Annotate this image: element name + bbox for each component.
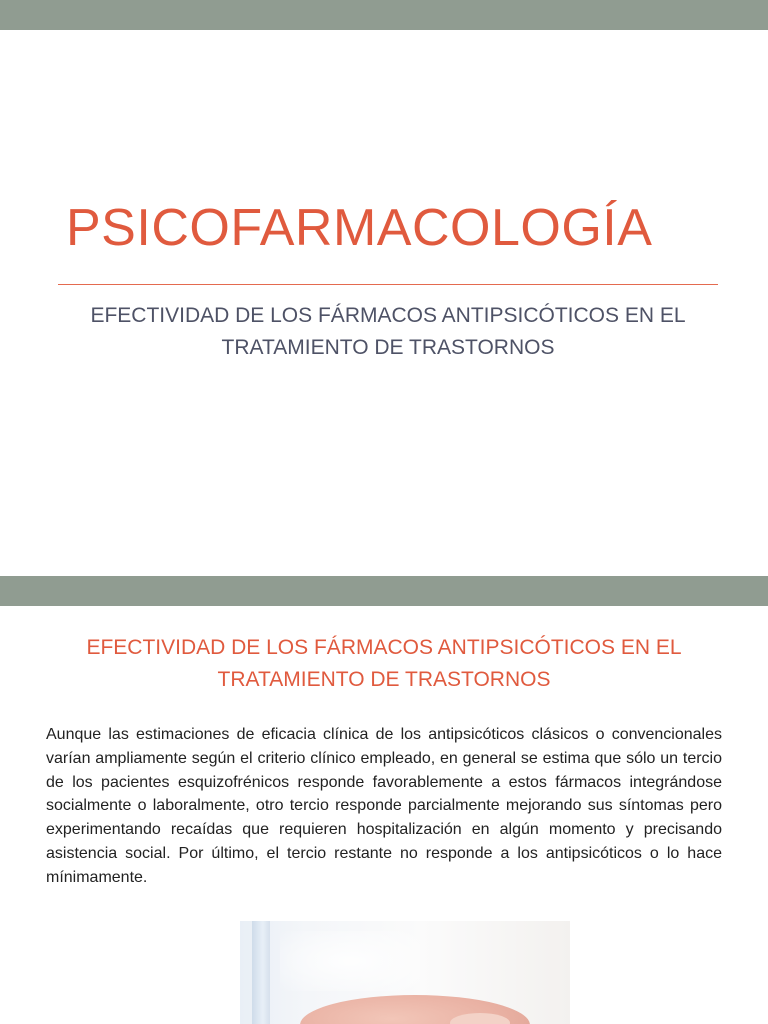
glass-shape (252, 921, 270, 1024)
slide-title: PSICOFARMACOLOGÍA (66, 199, 653, 257)
body-paragraph: Aunque las estimaciones de eficacia clínica de los antipsicóticos clásicos o convencionales varían ampliamente según el criterio clínico empleado, en general se estima que sólo un tercio de los pacientes esquizofrénicos responde favorablemente a estos fármacos integrándose socialmente o laboralmente, otro tercio responde parcialmente mejorando sus síntomas pero experimentando recaídas que requieren hospitalización en algún momento y precisando asistencia social. Por último, el tercio restante no responde a los antipsicóticos o lo hace mínimamente. (46, 726, 722, 886)
slide-subtitle: EFECTIVIDAD DE LOS FÁRMACOS ANTIPSICÓTICOS EN EL TRATAMIENTO DE TRASTORNOS (90, 304, 686, 359)
title-divider (58, 284, 718, 285)
light-sheen (280, 931, 420, 991)
medicine-photo (240, 921, 570, 1024)
slide-heading: EFECTIVIDAD DE LOS FÁRMACOS ANTIPSICÓTICOS EN EL TRATAMIENTO DE TRASTORNOS (86, 636, 682, 691)
top-band (0, 0, 768, 30)
slide-separator-band (0, 576, 768, 606)
